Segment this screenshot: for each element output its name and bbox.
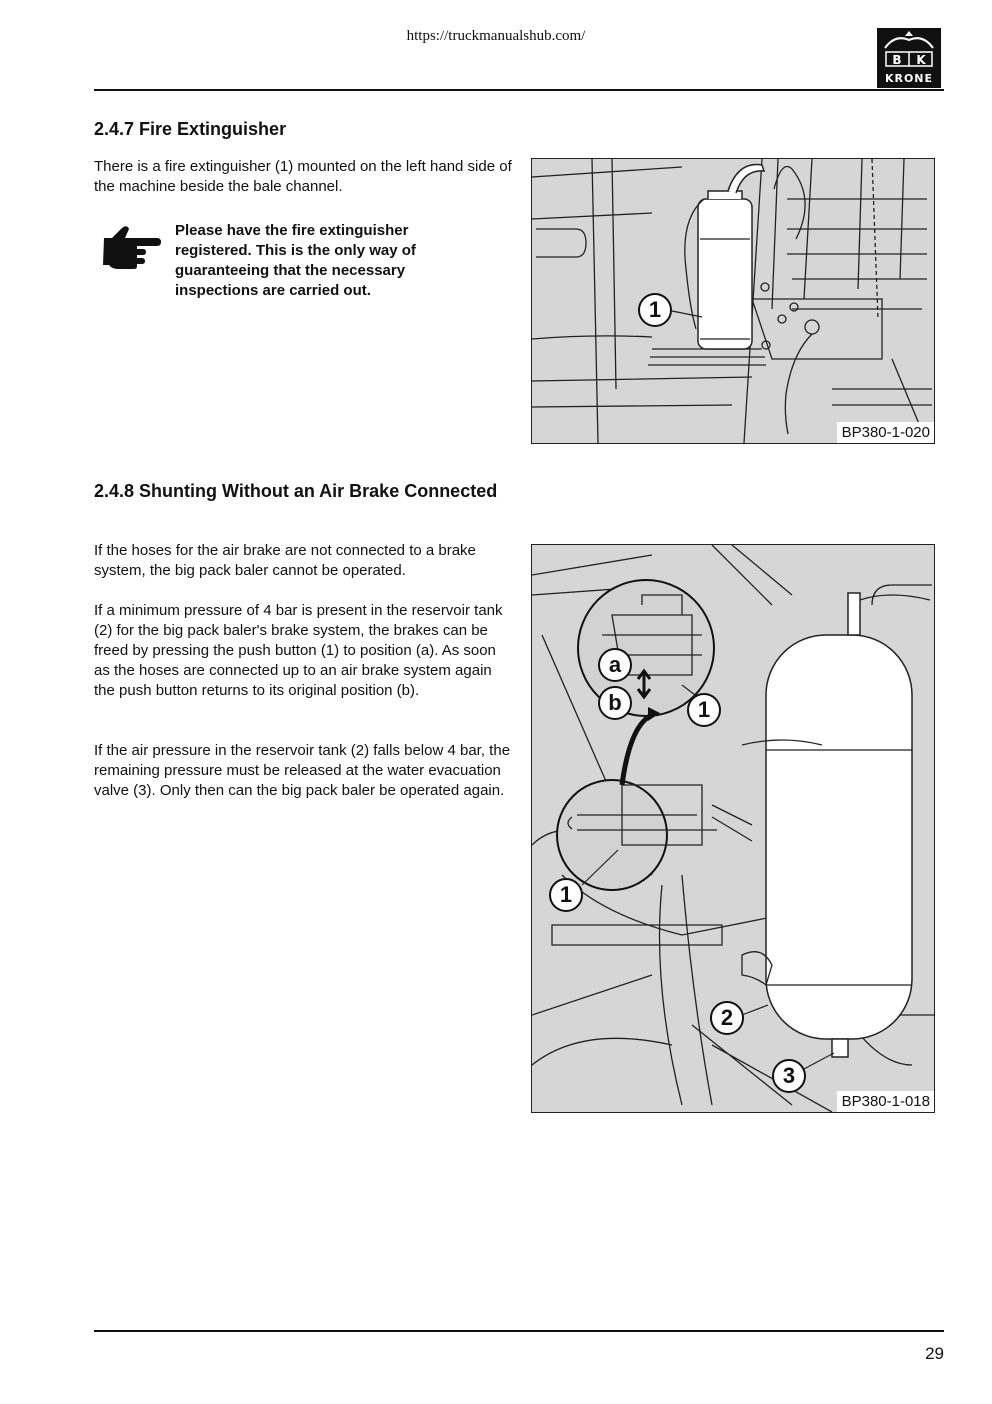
callout-a: a: [598, 648, 632, 682]
page-number: 29: [925, 1344, 944, 1363]
callout-2: 2: [710, 1001, 744, 1035]
figure-code: BP380-1-018: [837, 1091, 934, 1112]
figure-air-brake: [531, 544, 935, 1113]
section-heading-shunting: 2.4.8 Shunting Without an Air Brake Connected: [94, 481, 498, 501]
callout-1-lower: 1: [549, 878, 583, 912]
callout-3: 3: [772, 1059, 806, 1093]
shunting-paragraph-2: If a minimum pressure of 4 bar is present in the reservoir tank (2) for the big pack baler's brake system, the brakes can be freed by pressing the push button (1) to position (a). As soon as the hoses are connected up to an air brake system again the push button returns to its original position (b).: [94, 602, 503, 699]
callout-1-inset: 1: [687, 693, 721, 727]
page-url: https://truckmanualshub.com/: [406, 28, 586, 44]
logo-text: KRONE: [884, 72, 934, 85]
krone-logo: [877, 28, 941, 88]
callout-b: b: [598, 686, 632, 720]
pointing-hand-icon: [100, 224, 162, 277]
footer-rule: [94, 1330, 944, 1332]
registration-note: Please have the fire extinguisher registered. This is the only way of guaranteeing that the necessary inspections are carried out.: [175, 222, 416, 299]
callout-1: 1: [638, 293, 672, 327]
logo-letter-b: B: [892, 53, 902, 67]
figure-fire-extinguisher: [531, 158, 935, 444]
logo-letter-k: K: [916, 53, 926, 67]
shunting-paragraph-3: If the air pressure in the reservoir tank (2) falls below 4 bar, the remaining pressure must be released at the water evacuation valve (3). Only then can the big pack baler be operated again.: [94, 742, 511, 799]
shunting-paragraph-1: If the hoses for the air brake are not connected to a brake system, the big pack baler cannot be operated.: [94, 542, 476, 579]
header-rule: [94, 89, 944, 91]
section-heading-fire-extinguisher: 2.4.7 Fire Extinguisher: [94, 119, 287, 139]
figure-code: BP380-1-020: [837, 422, 934, 443]
fire-extinguisher-illustration: [532, 159, 934, 443]
fire-extinguisher-text: There is a fire extinguisher (1) mounted on the left hand side of the machine beside the bale channel.: [94, 158, 512, 195]
